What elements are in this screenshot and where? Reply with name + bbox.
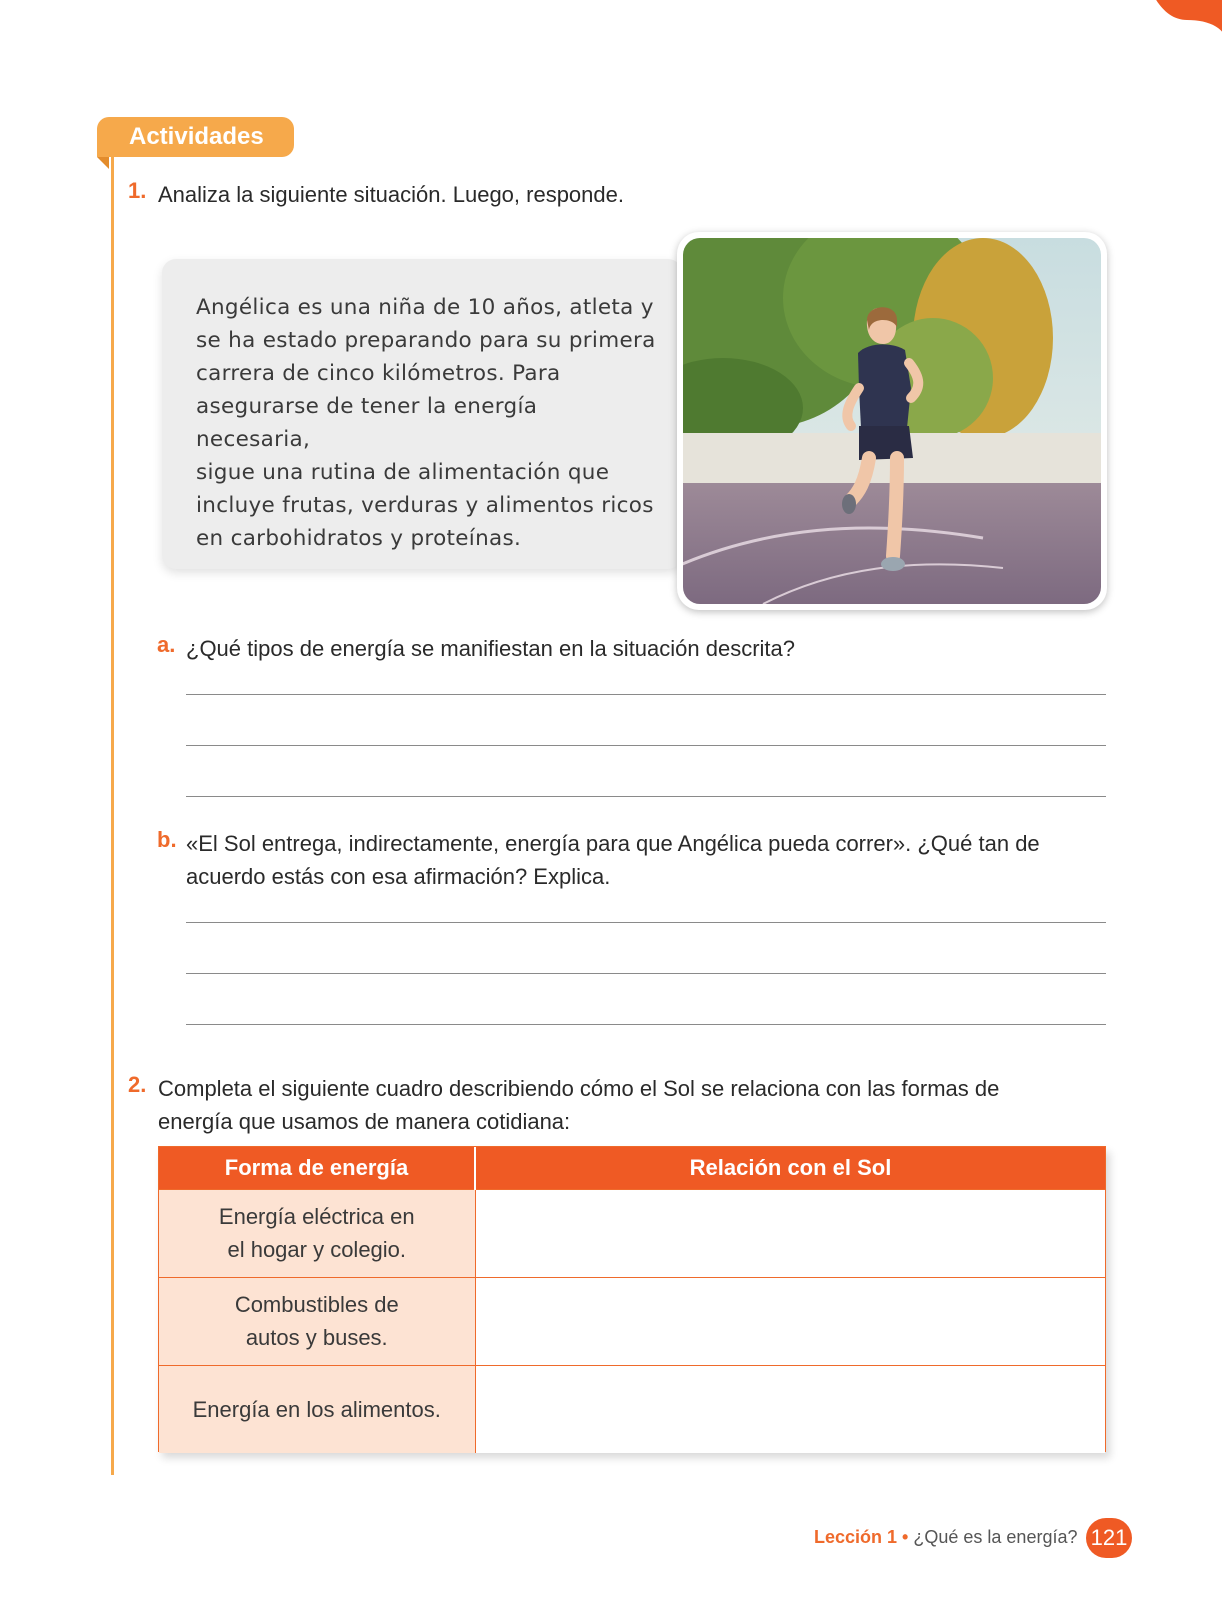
answer-line-1b-3[interactable] [186, 1024, 1106, 1025]
girl-running-icon [683, 238, 1101, 604]
question-1a-label: a. [157, 632, 176, 657]
question-1b-line: «El Sol entrega, indirectamente, energía para que Angélica pueda correr». ¿Qué tan de [186, 831, 1040, 856]
situation-line: incluye frutas, verduras y alimentos ricos [196, 493, 654, 518]
energy-form-cell [159, 1189, 475, 1277]
question-1b-line: acuerdo estás con esa afirmación? Explica. [186, 864, 611, 889]
question-1b-label: b. [157, 827, 177, 852]
tab-fold [97, 157, 109, 169]
relation-answer-cell[interactable] [475, 1277, 1105, 1365]
situation-text [196, 291, 656, 555]
lesson-topic: ¿Qué es la energía? [913, 1527, 1078, 1547]
answer-line-1a-3[interactable] [186, 796, 1106, 797]
footer-separator: • [902, 1527, 909, 1547]
energy-form-line: autos y buses. [245, 1325, 388, 1350]
question-2-prompt [158, 1072, 1098, 1138]
relation-answer-cell[interactable] [475, 1189, 1105, 1277]
situation-line: sigue una rutina de alimentación que [196, 460, 610, 485]
question-2-line: Completa el siguiente cuadro describiendo cómo el Sol se relaciona con las formas de [158, 1076, 1000, 1101]
energy-table [158, 1146, 1106, 1452]
energy-form-line: Energía eléctrica en [218, 1204, 415, 1229]
actividades-tab: Actividades [97, 117, 294, 157]
running-girl-photo [677, 232, 1107, 610]
answer-line-1b-1[interactable] [186, 922, 1106, 923]
situation-line: en carbohidratos y proteínas. [196, 526, 522, 551]
situation-line: se ha estado preparando para su primera [196, 328, 656, 353]
answer-line-1b-2[interactable] [186, 973, 1106, 974]
section-side-line [111, 157, 114, 1475]
situation-line: asegurarse de tener la energía necesaria, [196, 394, 538, 452]
energy-form-cell [159, 1365, 475, 1453]
page-number: 121 [1086, 1518, 1132, 1558]
question-2-number: 2. [128, 1072, 147, 1097]
page-footer [814, 1527, 1077, 1548]
energy-form-line: Energía en los alimentos. [192, 1396, 441, 1422]
situation-line: Angélica es una niña de 10 años, atleta y [196, 295, 654, 320]
situation-line: carrera de cinco kilómetros. Para [196, 361, 561, 386]
table-row [159, 1365, 1105, 1453]
table-header-relation: Relación con el Sol [475, 1147, 1105, 1189]
energy-form-cell [159, 1277, 475, 1365]
answer-line-1a-1[interactable] [186, 694, 1106, 695]
question-1-number: 1. [128, 178, 147, 203]
table-header-form: Forma de energía [159, 1147, 475, 1189]
energy-form-line: el hogar y colegio. [227, 1237, 407, 1262]
question-2-line: energía que usamos de manera cotidiana: [158, 1109, 571, 1134]
table-row [159, 1189, 1105, 1277]
table-row [159, 1277, 1105, 1365]
relation-answer-cell[interactable] [475, 1365, 1105, 1453]
corner-decoration [1062, 0, 1222, 120]
question-1a-text: ¿Qué tipos de energía se manifiestan en la situación descrita? [186, 636, 796, 661]
answer-line-1a-2[interactable] [186, 745, 1106, 746]
lesson-label: Lección 1 [814, 1527, 898, 1547]
question-1-prompt: Analiza la siguiente situación. Luego, responde. [158, 182, 624, 207]
question-1b-text [186, 827, 1106, 893]
energy-form-line: Combustibles de [234, 1292, 399, 1317]
